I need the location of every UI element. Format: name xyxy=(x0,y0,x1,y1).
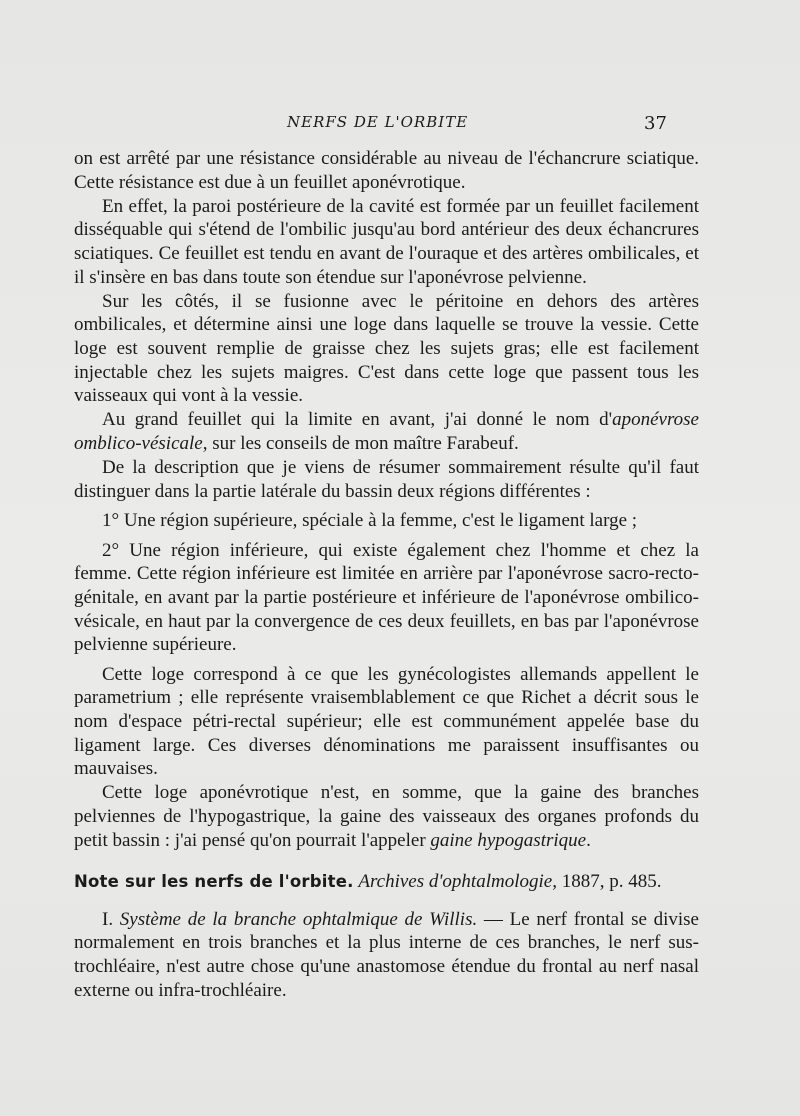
note-heading xyxy=(74,870,699,894)
paragraph-1: on est arrêté par une résistance considérable au niveau de l'échancrure sciatique. Cette résistance est due à un feuillet aponévrotique. xyxy=(74,148,699,193)
paragraph-5: De la description que je viens de résumer sommairement résulte qu'il faut distinguer dans la partie latérale du bassin deux régions différentes : xyxy=(74,457,699,502)
paragraph-4-end: , sur les conseils de mon maître Farabeuf. xyxy=(202,432,519,454)
paragraph-4 xyxy=(74,408,699,455)
running-title: NERFS DE L'ORBITE xyxy=(287,113,469,131)
body-text xyxy=(74,147,699,1003)
paragraph-2: En effet, la paroi postérieure de la cavité est formée par un feuillet facilement disséquable qui s'étend de l'ombilic jusqu'au bord antérieur des deux échancrures sciatiques. Ce feuillet est tendu en avant de l'ouraque et des artères ombilicales, et il s'insère en bas dans toute son étendue sur l'aponévrose pelvienne. xyxy=(74,195,699,288)
paragraph-7-end: . xyxy=(586,829,591,851)
list-item-2: 2° Une région inférieure, qui existe également chez l'homme et chez la femme. Cette région inférieure est limitée en arrière par l'aponévrose sacro-recto-génitale, en avant par la partie postérieure et inférieure de l'aponévrose ombilico-vésicale, en haut par la convergence de ces deux feuillets, en bas par l'aponévrose pelvienne supérieure. xyxy=(74,539,699,656)
note-title: Note sur les nerfs de l'orbite. xyxy=(74,872,354,892)
list-item-1: 1° Une région supérieure, spéciale à la femme, c'est le ligament large ; xyxy=(102,510,638,532)
note-item-number: I. xyxy=(102,908,114,930)
paragraph-4-term: aponévrose omblico-vésicale xyxy=(74,409,699,454)
paragraph-6: Cette loge correspond à ce que les gynécologistes allemands appellent le parametrium ; elle représente vraisemblablement ce que Richet a décrit sous le nom d'espace pétri-rectal supérieur; elle est communément appelée base du ligament large. Ces diverses dénominations me paraissent insuffisantes ou mauvaises. xyxy=(74,663,699,780)
note-item-1 xyxy=(74,908,699,1002)
note-item-text: — Le nerf frontal se divise normalement en trois branches et la plus interne de ces branches, le nerf sus-trochléaire, n'est autre chose qu'une anastomose étendue du frontal au nerf nasal externe ou infra-trochléaire. xyxy=(74,908,699,1001)
note-source: Archives d'ophtalmologie, xyxy=(358,871,557,893)
page-number: 37 xyxy=(644,113,667,134)
note-item-title: Système de la branche ophtalmique de Willis. xyxy=(119,908,478,930)
running-head xyxy=(0,113,800,137)
paragraph-7-start: Cette loge aponévrotique n'est, en somme, que la gaine des branches pelviennes de l'hypogastrique, la gaine des vaisseaux des organes profonds du petit bassin : j'ai pensé qu'on pourrait l'appeler xyxy=(74,782,699,851)
paragraph-7 xyxy=(74,781,699,852)
note-source-details: 1887, p. 485. xyxy=(556,871,662,893)
paragraph-3: Sur les côtés, il se fusionne avec le péritoine en dehors des artères ombilicales, et détermine ainsi une loge dans laquelle se trouve la vessie. Cette loge est souvent remplie de graisse chez les sujets gras; elle est facilement injectable chez les sujets maigres. C'est dans cette loge que passent tous les vaisseaux qui vont à la vessie. xyxy=(74,290,699,407)
paragraph-4-start: Au grand feuillet qui la limite en avant, j'ai donné le nom d' xyxy=(102,409,613,431)
paragraph-7-term: gaine hypogastrique xyxy=(430,829,587,851)
